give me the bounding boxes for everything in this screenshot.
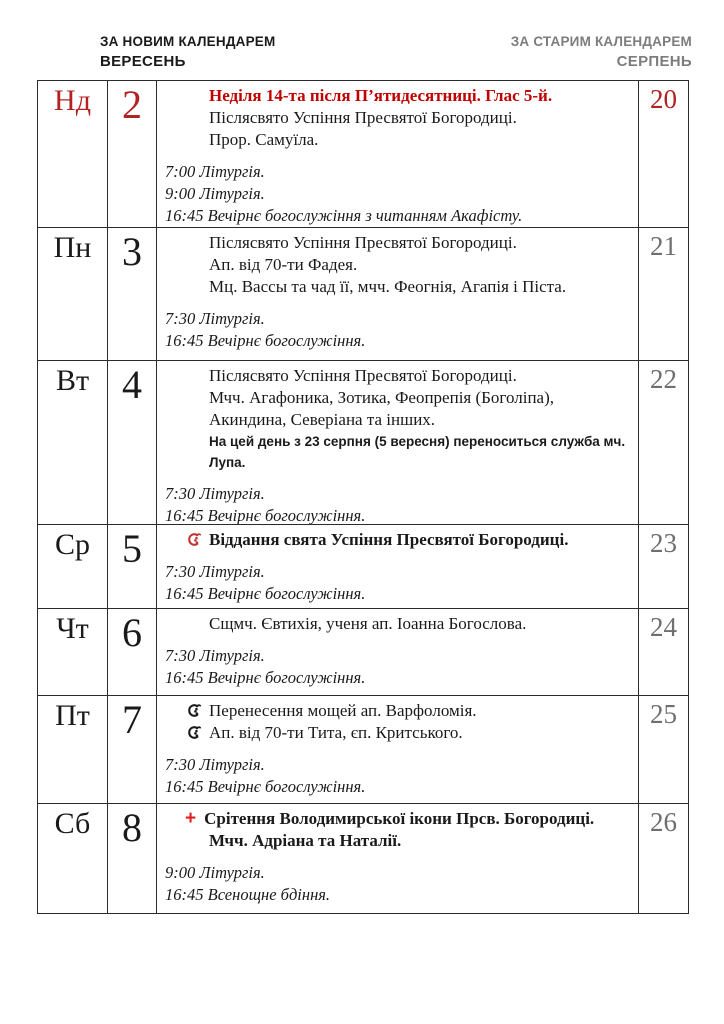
service-line: 9:00 Літургія. bbox=[165, 863, 265, 882]
service-line: 16:45 Вечірнє богослужіння. bbox=[165, 506, 366, 524]
feast-cross-line bbox=[185, 808, 630, 830]
new-calendar-label: ЗА НОВИМ КАЛЕНДАРЕМ bbox=[100, 34, 276, 49]
old-date: 24 bbox=[638, 609, 688, 695]
feast-title: Срітення Володимирської ікони Прсв. Богородиці. bbox=[204, 809, 595, 828]
day-description bbox=[156, 228, 638, 360]
calendar-row-friday bbox=[38, 695, 688, 803]
day-description bbox=[156, 804, 638, 913]
feast-title: Неділя 14-та після П’ятидесятниці. Глас 5-й. bbox=[209, 86, 553, 105]
service-line: 7:30 Літургія. bbox=[165, 755, 265, 774]
transfer-note: На цей день з 23 серпня (5 вересня) переноситься служба мч. Лупа. bbox=[209, 434, 626, 470]
service-line: 16:45 Всенощне бдіння. bbox=[165, 885, 331, 904]
feast-sign-line bbox=[187, 529, 630, 551]
service-line: 16:45 Вечірнє богослужіння. bbox=[165, 668, 366, 687]
commemoration-line: Мчч. Агафоника, Зотика, Феопрепія (Боголіпа), bbox=[209, 388, 555, 407]
typicon-six-service-icon bbox=[187, 725, 202, 740]
old-date: 23 bbox=[638, 525, 688, 608]
service-line: 9:00 Літургія. bbox=[165, 184, 265, 203]
service-line: 7:30 Літургія. bbox=[165, 646, 265, 665]
services-list bbox=[165, 561, 630, 605]
old-date: 21 bbox=[638, 228, 688, 360]
feast-title: Віддання свята Успіння Пресвятої Богородиці. bbox=[209, 530, 569, 549]
red-cross-icon: + bbox=[185, 808, 197, 829]
old-date: 25 bbox=[638, 696, 688, 803]
typicon-doxology-icon bbox=[187, 532, 202, 547]
services-list bbox=[165, 308, 630, 352]
header-new-calendar bbox=[100, 34, 275, 70]
calendar-row-tuesday bbox=[38, 360, 688, 524]
services-list bbox=[165, 483, 630, 524]
calendar-row-thursday bbox=[38, 608, 688, 695]
service-line: 16:45 Вечірнє богослужіння. bbox=[165, 777, 366, 796]
services-list bbox=[165, 161, 630, 227]
service-line: 16:45 Вечірнє богослужіння. bbox=[165, 584, 366, 603]
new-month-title: ВЕРЕСЕНЬ bbox=[100, 53, 186, 70]
service-line: 7:30 Літургія. bbox=[165, 484, 265, 503]
service-line: 7:30 Літургія. bbox=[165, 309, 265, 328]
new-date: 3 bbox=[107, 228, 156, 360]
calendar-row-wednesday bbox=[38, 524, 688, 608]
commemoration-line: Ап. від 70-ти Фадея. bbox=[209, 255, 358, 274]
commemoration-line: Мц. Вассы та чад її, мчч. Феогнія, Агапія і Піста. bbox=[209, 277, 567, 296]
typicon-six-service-icon bbox=[187, 703, 202, 718]
day-description bbox=[156, 525, 638, 608]
commemoration-line: Прор. Самуїла. bbox=[209, 130, 319, 149]
calendar-table bbox=[37, 80, 689, 914]
day-description bbox=[156, 696, 638, 803]
commemoration-line: Сщмч. Євтихія, ученя ап. Іоанна Богослова. bbox=[209, 614, 527, 633]
day-abbrev: Пт bbox=[55, 699, 90, 732]
day-abbrev: Нд bbox=[54, 84, 91, 117]
old-month-title: СЕРПЕНЬ bbox=[616, 53, 692, 70]
service-line: 7:30 Літургія. bbox=[165, 562, 265, 581]
day-abbrev: Вт bbox=[55, 364, 90, 397]
old-calendar-label: ЗА СТАРИМ КАЛЕНДАРЕМ bbox=[510, 34, 692, 49]
commemoration-line: Ап. від 70-ти Тита, єп. Критського. bbox=[209, 723, 463, 742]
old-date: 26 bbox=[638, 804, 688, 913]
feast-sign-line bbox=[187, 700, 630, 722]
commemoration-line: Післясвято Успіння Пресвятої Богородиці. bbox=[209, 108, 517, 127]
services-list bbox=[165, 754, 630, 798]
service-line: 16:45 Вечірнє богослужіння. bbox=[165, 331, 366, 350]
new-date: 8 bbox=[107, 804, 156, 913]
day-description bbox=[156, 81, 638, 227]
calendar-row-sunday bbox=[38, 81, 688, 227]
new-date: 4 bbox=[107, 361, 156, 524]
day-description bbox=[156, 609, 638, 695]
services-list bbox=[165, 862, 630, 906]
day-description bbox=[156, 361, 638, 524]
new-date: 6 bbox=[107, 609, 156, 695]
day-abbrev: Сб bbox=[54, 807, 91, 840]
calendar-row-monday bbox=[38, 227, 688, 360]
new-date: 5 bbox=[107, 525, 156, 608]
day-abbrev: Пн bbox=[53, 231, 92, 264]
commemoration-line: Акиндина, Северіана та інших. bbox=[209, 410, 436, 429]
day-abbrev: Ср bbox=[54, 528, 90, 561]
old-date: 20 bbox=[638, 81, 688, 227]
commemoration-line: Післясвято Успіння Пресвятої Богородиці. bbox=[209, 366, 517, 385]
feast-sign-line bbox=[187, 722, 630, 744]
commemoration-line: Перенесення мощей ап. Варфоломія. bbox=[209, 701, 477, 720]
day-abbrev: Чт bbox=[56, 612, 89, 645]
new-date: 2 bbox=[107, 81, 156, 227]
new-date: 7 bbox=[107, 696, 156, 803]
header-old-calendar bbox=[511, 34, 692, 70]
commemoration-line: Післясвято Успіння Пресвятої Богородиці. bbox=[209, 233, 517, 252]
old-date: 22 bbox=[638, 361, 688, 524]
services-list bbox=[165, 645, 630, 689]
feast-title-continued: Мчч. Адріана та Наталії. bbox=[209, 831, 402, 850]
calendar-row-saturday bbox=[38, 803, 688, 913]
service-line: 7:00 Літургія. bbox=[165, 162, 265, 181]
service-line: 16:45 Вечірнє богослужіння з читанням Акафісту. bbox=[165, 206, 523, 225]
